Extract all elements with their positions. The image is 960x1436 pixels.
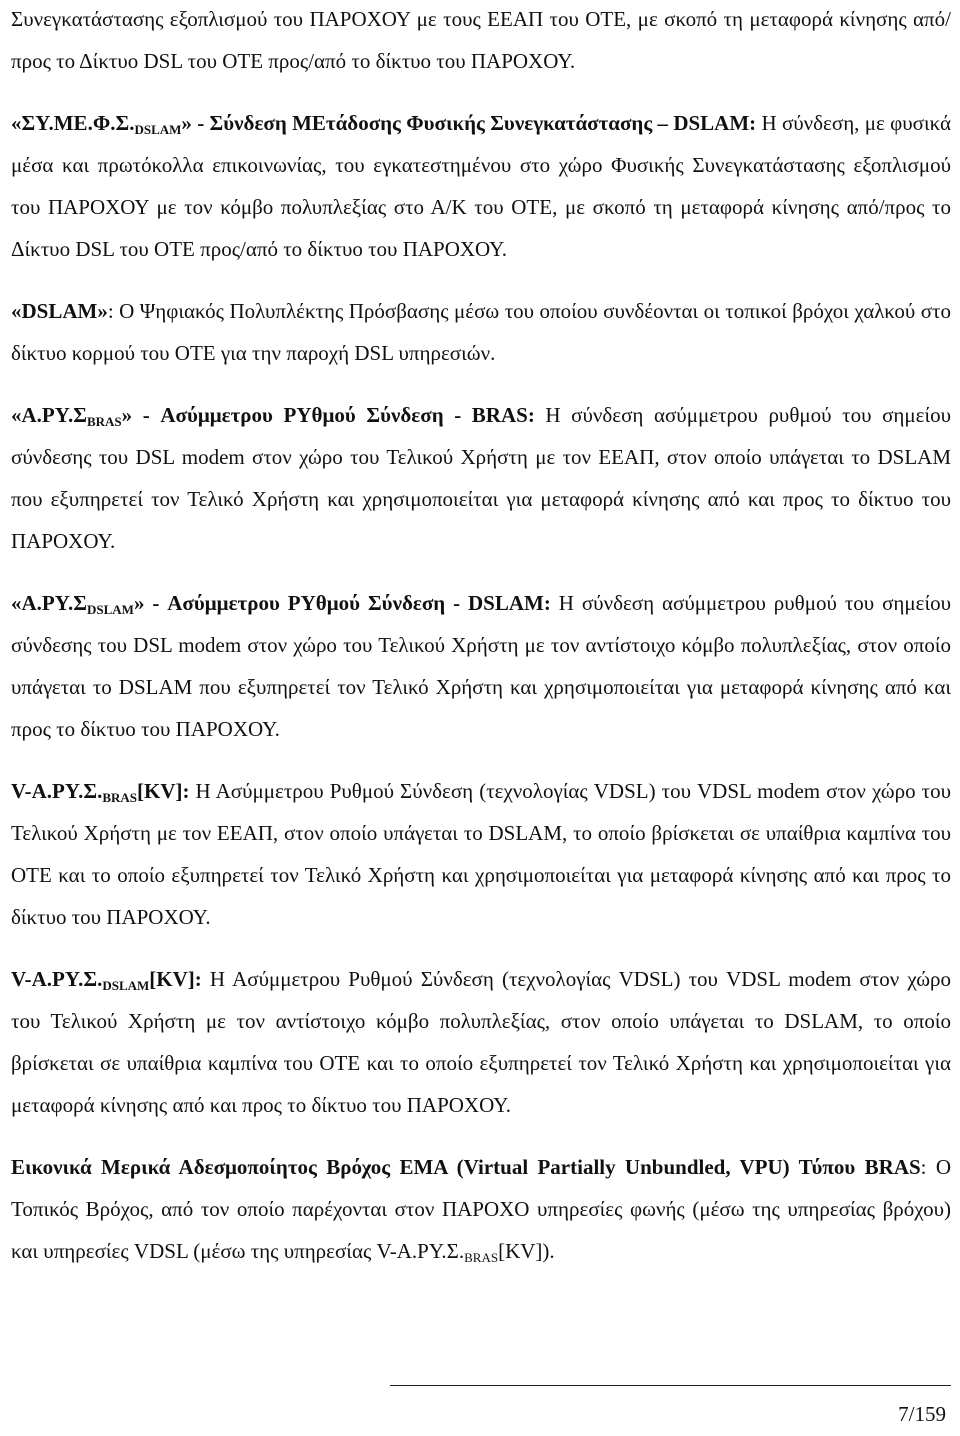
definition-term: Εικονικά Μερικά Αδεσμοποίητος Βρόχος ΕΜΑ (Virtual Partially Unbundled, VPU) Τύπου BRAS [11,1155,921,1179]
definition-a-ry-s-dslam [11,582,951,750]
definition-text: : Ο Ψηφιακός Πολυπλέκτης Πρόσβασης μέσω του οποίου συνδέονται οι τοπικοί βρόχοι χαλκού στο δίκτυο κορμού του ΟΤΕ για την παροχή DSL υπηρεσιών. [11,299,951,365]
definition-term: «$A.P\Upsilon.\Sigma_{BRAS}$» - Ασύμμετρου ΡΥθμού Σύνδεση - BRAS: [11,403,535,429]
definition-sy-me-f-s-dslam [11,102,951,270]
definition-term: $V-A.P\Upsilon.\Sigma._{BRAS}[KV]$: [11,779,190,805]
definition-term: «$\Sigma\Upsilon.ME.\Phi.\Sigma._{DSLAM}$» - Σύνδεση ΜΕτάδοσης Φυσικής Συνεγκατάστασης – DSLAM: [11,111,757,137]
definition-term: «$A.P\Upsilon.\Sigma_{DSLAM}$» - Ασύμμετρου ΡΥθμού Σύνδεση - DSLAM: [11,591,551,617]
definition-text: Η σύνδεση ασύμμετρου ρυθμού του σημείου σύνδεσης του DSL modem στον χώρο του Τελικού Χρήστη με τον αντίστοιχο κόμβο πολυπλεξίας, στον οποίο υπάγεται το DSLAM που εξυπηρετεί τον Τελικό Χρήστη και χρησιμοποιείται για μεταφορά κίνησης από και προς το δίκτυο του ΠΑΡΟΧΟΥ. [11,591,951,741]
page-number: 7/159 [898,1402,946,1426]
footer-divider [390,1385,951,1386]
paragraph-continuation [11,0,951,82]
definition-term: $V-A.P\Upsilon.\Sigma._{DSLAM}[KV]$: [11,967,202,993]
document-page [11,0,951,1272]
definition-dslam [11,290,951,374]
definition-a-ry-s-bras [11,394,951,562]
definition-text: : Ο Τοπικός Βρόχος, από τον οποίο παρέχονται στον ΠΑΡΟΧΟ υπηρεσίες φωνής (μέσω της υπηρεσίας βρόχου) και υπηρεσίες VDSL (μέσω της υπηρεσίας $V-A.P\Upsilon.\Sigma._{BRAS}[KV]$). [11,1155,951,1265]
definition-v-a-ry-s-bras [11,770,951,938]
definition-text: Η σύνδεση ασύμμετρου ρυθμού του σημείου σύνδεσης του DSL modem στον χώρο του Τελικού Χρήστη με τον ΕΕΑΠ, στον οποίο υπάγεται το DSLAM που εξυπηρετεί τον Τελικό Χρήστη και χρησιμοποιείται για μεταφορά κίνησης από και προς το δίκτυο του ΠΑΡΟΧΟΥ. [11,403,951,553]
paragraph-text: Συνεγκατάστασης εξοπλισμού του ΠΑΡΟΧΟΥ με τους ΕΕΑΠ του ΟΤΕ, με σκοπό τη μεταφορά κίνησης από/προς το Δίκτυο DSL του ΟΤΕ προς/από το δίκτυο του ΠΑΡΟΧΟΥ. [11,7,951,73]
definition-text: Η σύνδεση, με φυσικά μέσα και πρωτόκολλα επικοινωνίας, του εγκατεστημένου στο χώρο Φυσικής Συνεγκατάστασης εξοπλισμού του ΠΑΡΟΧΟΥ με τον κόμβο πολυπλεξίας στο Α/Κ του ΟΤΕ, με σκοπό τη μεταφορά κίνησης από/προς το Δίκτυο DSL του ΟΤΕ προς/από το δίκτυο του ΠΑΡΟΧΟΥ. [11,111,952,261]
definition-term: «DSLAM» [11,299,108,323]
definition-text: Η Ασύμμετρου Ρυθμού Σύνδεση (τεχνολογίας VDSL) του VDSL modem στον χώρο του Τελικού Χρήστη με τον αντίστοιχο κόμβο πολυπλεξίας, στον οποίο υπάγεται το DSLAM, το οποίο βρίσκεται σε υπαίθρια καμπίνα του ΟΤΕ και το οποίο εξυπηρετεί τον Τελικό Χρήστη και χρησιμοποιείται για μεταφορά κίνησης από και προς το δίκτυο του ΠΑΡΟΧΟΥ. [11,967,951,1117]
definition-v-a-ry-s-dslam [11,958,951,1126]
definition-text: Η Ασύμμετρου Ρυθμού Σύνδεση (τεχνολογίας VDSL) του VDSL modem στον χώρο του Τελικού Χρήστη με τον ΕΕΑΠ, στον οποίο υπάγεται το DSLAM, το οποίο βρίσκεται σε υπαίθρια καμπίνα του ΟΤΕ και το οποίο εξυπηρετεί τον Τελικό Χρήστη και χρησιμοποιείται για μεταφορά κίνησης από και προς το δίκτυο του ΠΑΡΟΧΟΥ. [11,779,951,929]
definition-vpu-bras [11,1146,951,1272]
